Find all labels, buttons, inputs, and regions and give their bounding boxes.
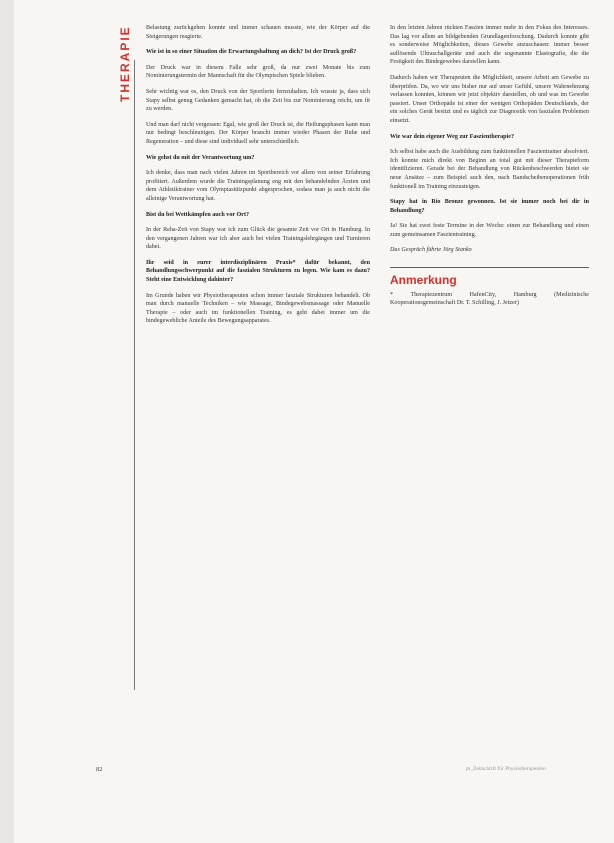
paragraph: Ich selbst habe auch die Ausbildung zum funktionellen Faszientrainer absolviert. Ich konnte mich direkt von Beginn an total gut mit dieser Therapieform identifizieren. Gerade bei der Behandlung von Rückenbeschwerden bietet sie neue Ansätze – zum Beispiel auch den, nach Bandscheibenoperationen früh funktionell im Training einzusteigen. xyxy=(390,149,589,190)
paragraph: Dadurch haben wir Therapeuten die Möglichkeit, unsere Arbeit am Gewebe zu überprüfen. Da, wo wir uns bisher nur auf unser Gefühl, unsere Wahrnehmung verlassen konnten, können wir jetzt objektiv darstellen, ob und was im Gewebe passiert. Unser Orthopäde ist einer der wenigen Orthopäden Deutschlands, der ein solches Gerät besitzt und es täglich zur Diagnostik von faszialen Problemen einsetzt. xyxy=(390,74,589,124)
interview-question: Ihr seid in eurer interdisziplinären Praxis* dafür bekannt, den Behandlungsschwerpunkt auf die faszialen Strukturen zu legen. Wie kam es dazu? Steht eine Entwicklung dahinter? xyxy=(146,259,370,284)
paragraph: Im Grunde haben wir Physiotherapeuten schon immer fasziale Strukturen behandelt. Ob man durch manuelle Techniken – wie Massage, Bindegewebsmassage oder Manuelle Therapie – oder auch im funktionellen Training, es geht dabei immer um die bindegewebliche Anteile des Bewegungsapparates. xyxy=(146,292,370,325)
magazine-page xyxy=(14,0,614,843)
note-text: * Therapiezentrum HafenCity, Hamburg (Medizinische Kooperationsgemeinschaft Dr. T. Schilling, J. Jetzer) xyxy=(390,291,589,307)
paragraph: In den letzten Jahren rückten Faszien immer mehr in den Fokus des Interesses. Das lag vor allem an bildgebenden Grundlagenforschung. Dadurch konnte gibt es sonderweise Möglichkeiten, dieses Gewebe anzuschauen: immer besser auflösende Ultraschallgeräte und auch die sogenannte Elastografie, die die Festigkeit des Bindegewebes darstellen kann. xyxy=(390,25,589,66)
right-column xyxy=(390,24,589,315)
paragraph: Sehr wichtig war es, den Druck von der Sportlerin fernzuhalten. Ich wusste ja, dass sich Stapy selbst genug Gedanken gemacht hat, ob die Zeit bis zur Nominierung reicht, um fit zu werden. xyxy=(146,88,370,113)
paragraph: Der Druck war in diesem Falle sehr groß, da nur zwei Monate bis zum Nominierungstermin der Mannschaft für die Olympischen Spiele blieben. xyxy=(146,64,370,80)
left-column xyxy=(146,24,370,333)
interview-question: Wie ist in so einer Situation die Erwartungshaltung an dich? Ist der Druck groß? xyxy=(146,49,357,56)
page-number: 82 xyxy=(96,766,103,773)
interview-question: Wie gehst du mit der Verantwortung um? xyxy=(146,154,255,161)
section-tag: THERAPIE xyxy=(118,25,132,102)
paragraph: Ja! Sie hat zwei feste Termine in der Woche: einen zur Behandlung und einen zum gemeinsamen Faszientraining. xyxy=(390,223,589,238)
interview-question: Wie war dein eigener Weg zur Faszientherapie? xyxy=(390,133,515,140)
publication-footer: pt_Zeitschrift für Physiotherapeuten xyxy=(466,766,546,772)
paragraph: In der Reha-Zeit von Stapy war ich zum Glück die gesamte Zeit vor Ort in Hamburg. In den vergangenen Jahren war ich aber auch bei vielen Trainingslehrgängen und Turnieren dabei. xyxy=(146,227,370,251)
interviewer-signature: Das Gespräch führte Jörg Stanko xyxy=(390,247,472,254)
paragraph: Belastung zurückgehen konnte und immer schauen musste, wie der Körper auf die Steigerungen reagierte. xyxy=(146,25,370,40)
interview-question: Stapy hat in Rio Bronze gewonnen. Ist sie immer noch bei dir in Behandlung? xyxy=(390,199,589,214)
paragraph: Und man darf nicht vergessen: Egal, wie groß der Druck ist, die Heilungsphasen kann man nur bedingt beschleunigen. Der Körper braucht immer wieder Phasen der Ruhe und Regeneration – und diese sind individuell sehr unterschiedlich. xyxy=(146,121,370,145)
column-rule xyxy=(134,60,135,690)
note-heading: Anmerkung xyxy=(390,267,589,285)
interview-question: Bist du bei Wettkämpfen auch vor Ort? xyxy=(146,211,250,218)
paragraph: Ich denke, dass man nach vielen Jahren im Sportbereich vor allem von seiner Erfahrung profitiert. Außerdem wurde die Trainingsplanung eng mit den behandelnden Ärzten und dem Athletiktrainer vom Olympiastützpunkt abgesprochen, sodass man ja auch nicht die alleinige Verantwortung hat. xyxy=(146,170,370,202)
